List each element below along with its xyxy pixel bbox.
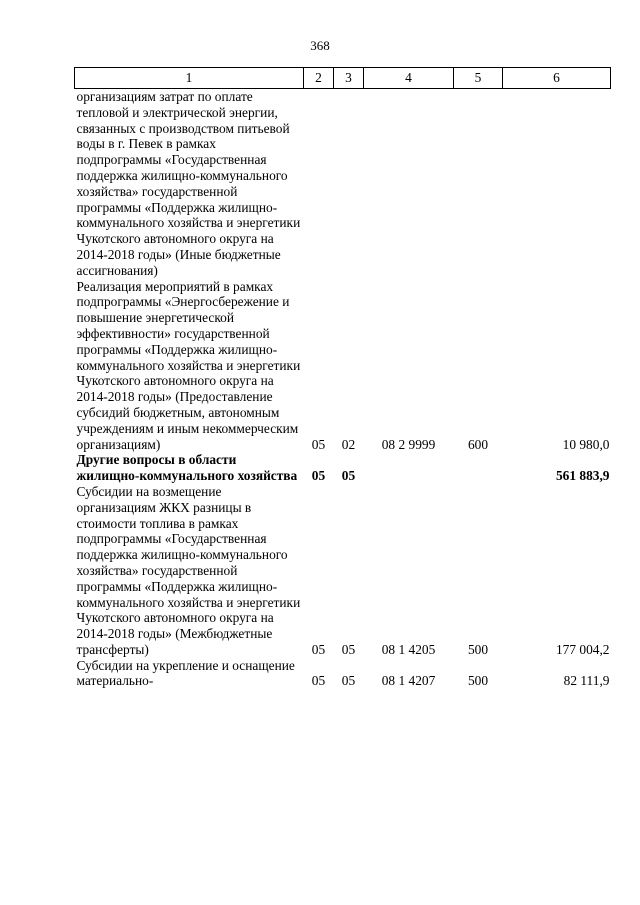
row-amount: 561 883,9 <box>555 468 610 484</box>
header-col-5: 5 <box>454 68 503 89</box>
row-name: Субсидии на возмещение организациям ЖКХ разницы в стоимости топлива в рамках подпрограммы «Государственная поддержка жилищно-коммунального хозяйства» государственной программы «Поддержка жилищно-коммунального хозяйства и энергетики Чукотского автономного округа на 2014-2018 годы» (Межбюджетные трансферты) <box>76 483 301 657</box>
table-row <box>75 484 611 658</box>
row-subsection: 05 <box>341 468 356 484</box>
page-number: 368 <box>310 38 330 53</box>
row-subsection: 05 <box>341 673 356 689</box>
row-expense-type: 600 <box>467 436 489 452</box>
table-row <box>75 89 611 279</box>
row-section: 05 <box>311 641 326 657</box>
row-name: Другие вопросы в области жилищно-коммунального хозяйства <box>76 452 298 484</box>
row-amount: 10 980,0 <box>562 436 610 452</box>
row-section: 05 <box>311 468 326 484</box>
header-col-1: 1 <box>75 68 304 89</box>
row-target-article: 08 1 4205 <box>381 641 436 657</box>
row-expense-type <box>454 89 503 279</box>
budget-table <box>74 67 611 689</box>
row-section: 05 <box>311 436 326 452</box>
row-subsection <box>334 89 364 279</box>
row-expense-type: 500 <box>467 673 489 689</box>
row-section <box>304 89 334 279</box>
row-name: Реализация мероприятий в рамках подпрограммы «Энергосбережение и повышение энергетической эффективности» государственной программы «Поддержка жилищно-коммунального хозяйства и энергетики Чукотского автономного округа на 2014-2018 годы» (Предоставление субсидий бюджетным, автономным учреждениям и иным некоммерческим организациям) <box>76 278 301 452</box>
row-subsection: 05 <box>341 641 356 657</box>
row-name: организациям затрат по оплате тепловой и электрической энергии, связанных с производством питьевой воды в г. Певек в рамках подпрограммы «Государственная поддержка жилищно-коммунального хозяйства» государственной программы «Поддержка жилищно-коммунального хозяйства и энергетики Чукотского автономного округа на 2014-2018 годы» (Иные бюджетные ассигнования) <box>76 89 301 278</box>
row-name: Субсидии на укрепление и оснащение материально- <box>76 657 295 689</box>
row-target-article: 08 2 9999 <box>381 436 436 452</box>
table-row <box>75 658 611 690</box>
table-row <box>75 279 611 453</box>
row-target-article <box>364 89 454 279</box>
header-col-6: 6 <box>503 68 611 89</box>
row-section: 05 <box>311 673 326 689</box>
table-row-section-total <box>75 452 611 484</box>
header-col-2: 2 <box>304 68 334 89</box>
row-target-article <box>364 452 454 484</box>
row-amount: 177 004,2 <box>555 641 610 657</box>
table-header-row <box>75 68 611 89</box>
header-col-4: 4 <box>364 68 454 89</box>
row-subsection: 02 <box>341 436 356 452</box>
row-expense-type: 500 <box>467 641 489 657</box>
header-col-3: 3 <box>334 68 364 89</box>
row-target-article: 08 1 4207 <box>381 673 436 689</box>
row-expense-type <box>454 452 503 484</box>
row-amount: 82 111,9 <box>563 673 610 689</box>
row-amount <box>503 89 611 279</box>
